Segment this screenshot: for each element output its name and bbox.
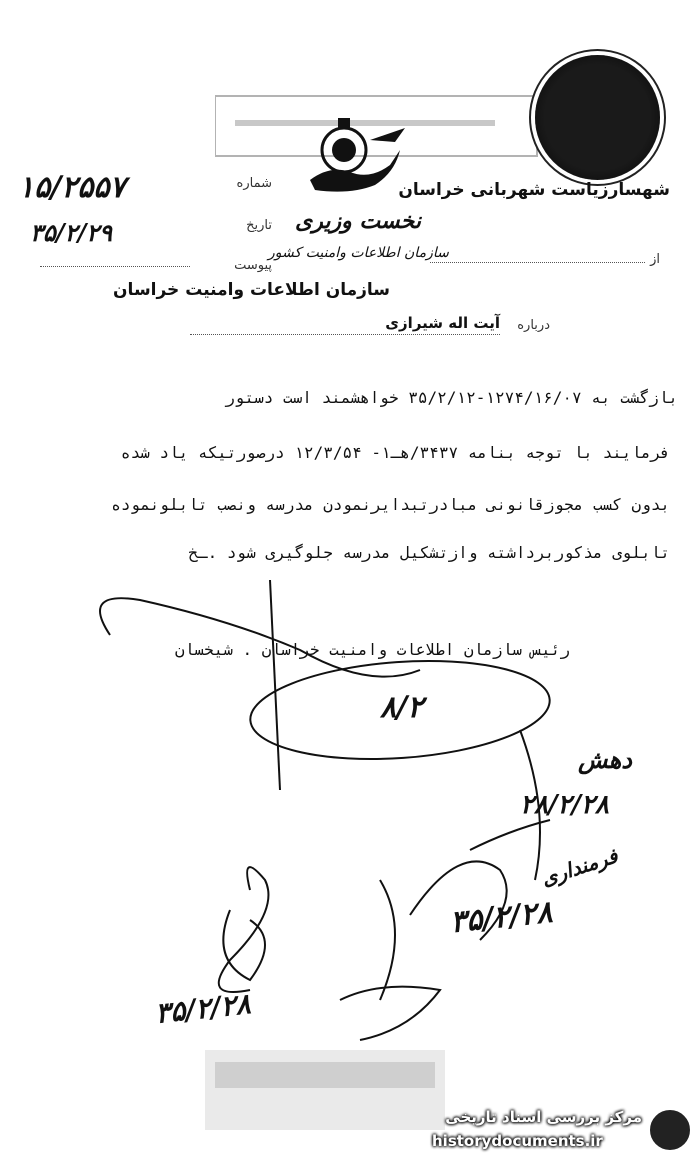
archive-logo-icon xyxy=(648,1108,692,1152)
date-label: تاریخ xyxy=(246,218,272,233)
watermark-url: historydocuments.ir xyxy=(432,1132,603,1150)
handwritten-note-1: ۸/۲ xyxy=(380,690,424,725)
subject-dotted-line xyxy=(190,334,500,335)
watermark-name: مرکز بررسی اسناد تاریخی xyxy=(445,1108,642,1126)
lion-and-sun-emblem-icon xyxy=(300,110,410,200)
body-line-4: تابلوی مذکوربرداشته وازتشکیل مدرسه جلوگیری شود .ـخ xyxy=(188,543,670,562)
body-line-2: فرمایند با توجه بنامه ۳۴۳۷/هـ۱- ۱۲/۳/۵۴ درصورتیکه یاد شده xyxy=(120,443,670,462)
body-line-1: بازگشت به ۱۲۷۴/۱۶/۰۷-۳۵/۲/۱۲ خواهشمند است دستور xyxy=(225,388,678,407)
handwritten-note-5: ۳۵/۲/۲۸ xyxy=(448,894,555,941)
attachment-dotted-line xyxy=(40,266,190,267)
handwritten-signatures xyxy=(80,580,580,1060)
handwritten-note-3: ۲۸/۲/۲۸ xyxy=(520,790,609,820)
number-label: شماره xyxy=(236,176,272,191)
org-small-title: سازمان اطلاعات وامنیت کشور xyxy=(268,245,449,261)
body-line-3: بدون کسب مجوزقانونی مبادرتبدایرنمودن مدرسه ونصب تابلونموده xyxy=(111,495,670,514)
handwritten-number: ۱۵/۲۵۵۷ xyxy=(18,170,126,205)
org-main-title: سازمان اطلاعات وامنیت خراسان xyxy=(113,280,390,300)
handwritten-note-2: دهش xyxy=(578,745,632,774)
from-dotted-line xyxy=(430,262,645,263)
office-title: شهسارزیاست شهربانی خراسان xyxy=(398,180,670,200)
from-label: از xyxy=(650,252,660,267)
subject-label: درباره xyxy=(517,318,550,333)
attachment-label: پیوست xyxy=(234,258,272,273)
signature-line: رئیس سازمان اطلاعات وامنیت خراسان . شیخسان xyxy=(175,640,570,659)
handwritten-note-6: ۳۵/۲/۲۸ xyxy=(153,987,253,1030)
subject-value: آیت اله شیرازی xyxy=(385,314,500,332)
faded-stamp-text xyxy=(215,1062,435,1088)
handwritten-note-4: فرمنداری xyxy=(538,843,621,891)
black-seal xyxy=(535,55,660,180)
ministry-title: نخست وزیری xyxy=(295,208,421,234)
handwritten-date: ۳۵/۲/۲۹ xyxy=(30,218,112,247)
